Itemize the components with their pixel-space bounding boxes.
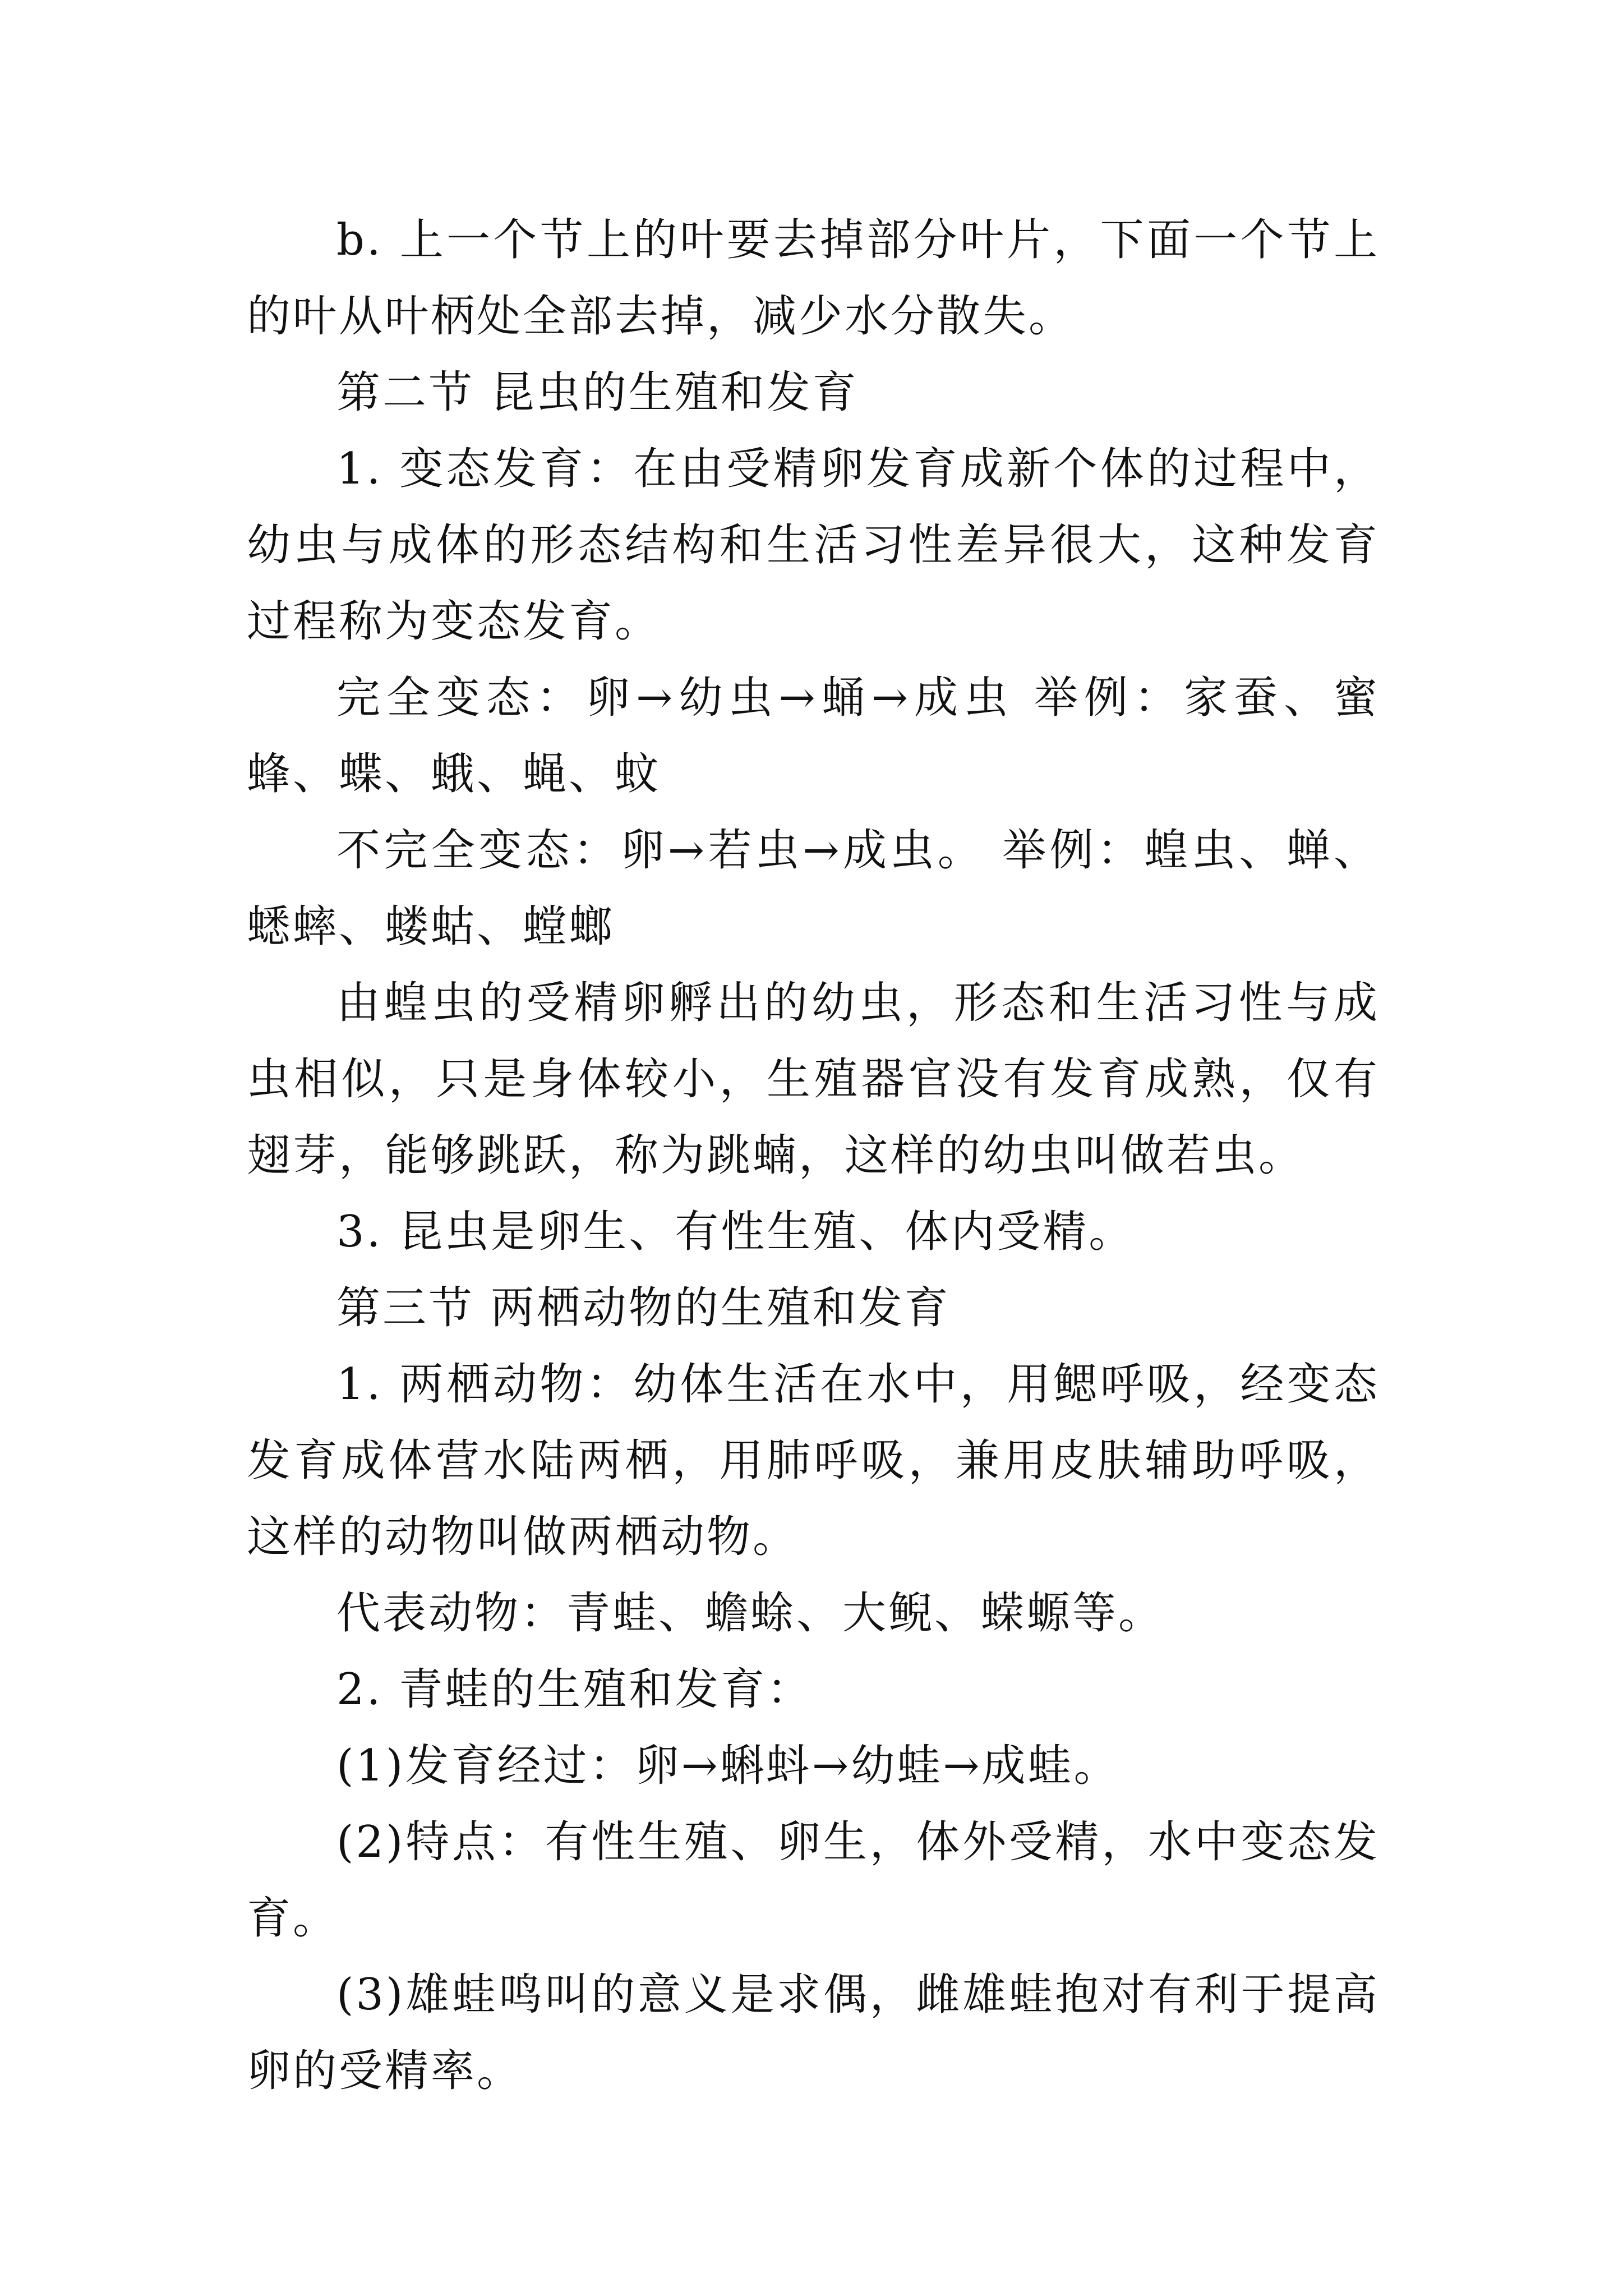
paragraph: 由蝗虫的受精卵孵出的幼虫，形态和生活习性与成虫相似，只是身体较小，生殖器官没有发育成熟，仅有翅芽，能够跳跃，称为跳蝻，这样的幼虫叫做若虫。 xyxy=(247,978,1380,1181)
paragraph: 完全变态：卵→幼虫→蛹→成虫 举例：家蚕、蜜蜂、蝶、蛾、蝇、蚊 xyxy=(247,673,1380,799)
paragraph: 3. 昆虫是卵生、有性生殖、体内受精。 xyxy=(336,1207,1135,1257)
list-item: (1)发育经过：卵→蝌蚪→幼蛙→成蛙。 xyxy=(336,1741,1120,1791)
paragraph: 不完全变态：卵→若虫→成虫。 举例：蝗虫、蝉、蟋蟀、蝼蛄、螳螂 xyxy=(247,825,1380,952)
paragraph: 2. 青蛙的生殖和发育： xyxy=(336,1664,813,1715)
list-item: (2)特点：有性生殖、卵生，体外受精，水中变态发育。 xyxy=(247,1817,1380,1944)
paragraph: 代表动物：青蛙、蟾蜍、大鲵、蝾螈等。 xyxy=(336,1588,1165,1639)
paragraph: 1. 变态发育：在由受精卵发育成新个体的过程中，幼虫与成体的形态结构和生活习性差异很大，这种发育过程称为变态发育。 xyxy=(247,444,1380,647)
section-heading: 第二节 昆虫的生殖和发育 xyxy=(336,367,859,418)
paragraph: b. 上一个节上的叶要去掉部分叶片，下面一个节上的叶从叶柄处全部去掉，减少水分散失。 xyxy=(247,215,1380,342)
document-body xyxy=(247,202,1380,2109)
list-item: (3)雄蛙鸣叫的意义是求偶，雌雄蛙抱对有利于提高卵的受精率。 xyxy=(247,1970,1380,2096)
paragraph: 1. 两栖动物：幼体生活在水中，用鳃呼吸，经变态发育成体营水陆两栖，用肺呼吸，兼用皮肤辅助呼吸，这样的动物叫做两栖动物。 xyxy=(247,1359,1380,1562)
section-heading: 第三节 两栖动物的生殖和发育 xyxy=(336,1283,951,1333)
